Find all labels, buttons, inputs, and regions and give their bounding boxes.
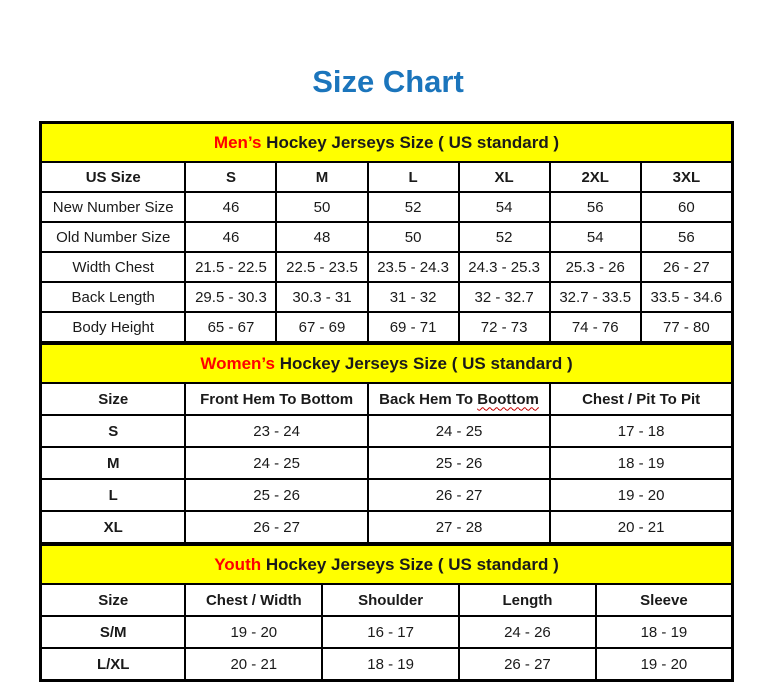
row-label: New Number Size <box>41 192 185 222</box>
table-row <box>41 282 732 312</box>
row-label: Old Number Size <box>41 222 185 252</box>
womens-size-table <box>40 343 733 544</box>
mens-band-rest: Hockey Jerseys Size ( US standard ) <box>261 132 560 152</box>
table-row <box>41 479 732 511</box>
column-header: XL <box>459 162 550 192</box>
cell-value: 24.3 - 25.3 <box>459 252 550 282</box>
youth-size-table <box>40 544 733 681</box>
row-label: S/M <box>41 616 185 648</box>
column-header: Chest / Pit To Pit <box>550 383 732 415</box>
column-header: 2XL <box>550 162 641 192</box>
row-label: S <box>41 415 185 447</box>
cell-value: 26 - 27 <box>368 479 550 511</box>
youth-highlight: Youth <box>214 554 262 574</box>
cell-value: 20 - 21 <box>185 648 322 680</box>
table-row <box>41 511 732 543</box>
cell-value: 32.7 - 33.5 <box>550 282 641 312</box>
cell-value: 65 - 67 <box>185 312 276 342</box>
table-row <box>41 222 732 252</box>
womens-section-title <box>41 344 732 383</box>
misspelled-word-spellcheck: Boottom <box>477 390 539 408</box>
cell-value: 56 <box>641 222 732 252</box>
cell-value: 21.5 - 22.5 <box>185 252 276 282</box>
table-row <box>41 447 732 479</box>
row-label: XL <box>41 511 185 543</box>
cell-value: 24 - 25 <box>368 415 550 447</box>
cell-value: 74 - 76 <box>550 312 641 342</box>
cell-value: 26 - 27 <box>185 511 367 543</box>
cell-value: 18 - 19 <box>596 616 732 648</box>
cell-value: 17 - 18 <box>550 415 732 447</box>
column-header: US Size <box>41 162 185 192</box>
cell-value: 25.3 - 26 <box>550 252 641 282</box>
cell-value: 18 - 19 <box>550 447 732 479</box>
cell-value: 26 - 27 <box>641 252 732 282</box>
cell-value: 19 - 20 <box>550 479 732 511</box>
cell-value: 46 <box>185 192 276 222</box>
row-label: Back Length <box>41 282 185 312</box>
cell-value: 52 <box>368 192 459 222</box>
cell-value: 32 - 32.7 <box>459 282 550 312</box>
column-header: S <box>185 162 276 192</box>
cell-value: 26 - 27 <box>459 648 596 680</box>
cell-value: 29.5 - 30.3 <box>185 282 276 312</box>
column-header: Shoulder <box>322 584 459 616</box>
cell-value: 56 <box>550 192 641 222</box>
cell-value: 50 <box>276 192 367 222</box>
cell-value: 25 - 26 <box>185 479 367 511</box>
cell-value: 27 - 28 <box>368 511 550 543</box>
column-header: Size <box>41 383 185 415</box>
column-header: L <box>368 162 459 192</box>
mens-header-row <box>41 162 732 192</box>
cell-value: 22.5 - 23.5 <box>276 252 367 282</box>
mens-section-title <box>41 123 732 162</box>
cell-value: 19 - 20 <box>596 648 732 680</box>
cell-value: 69 - 71 <box>368 312 459 342</box>
cell-value: 25 - 26 <box>368 447 550 479</box>
table-row <box>41 312 732 342</box>
youth-section-title <box>41 545 732 584</box>
table-row <box>41 648 732 680</box>
column-header: 3XL <box>641 162 732 192</box>
cell-value: 77 - 80 <box>641 312 732 342</box>
column-header-text: Back Hem To <box>379 390 478 408</box>
cell-value: 31 - 32 <box>368 282 459 312</box>
mens-size-table <box>40 122 733 343</box>
row-label: Width Chest <box>41 252 185 282</box>
row-label: M <box>41 447 185 479</box>
column-header: Front Hem To Bottom <box>185 383 367 415</box>
cell-value: 50 <box>368 222 459 252</box>
cell-value: 30.3 - 31 <box>276 282 367 312</box>
cell-value: 23 - 24 <box>185 415 367 447</box>
column-header: Sleeve <box>596 584 732 616</box>
womens-header-row <box>41 383 732 415</box>
cell-value: 52 <box>459 222 550 252</box>
cell-value: 19 - 20 <box>185 616 322 648</box>
column-header: M <box>276 162 367 192</box>
row-label: L <box>41 479 185 511</box>
cell-value: 67 - 69 <box>276 312 367 342</box>
cell-value: 54 <box>459 192 550 222</box>
cell-value: 16 - 17 <box>322 616 459 648</box>
cell-value: 72 - 73 <box>459 312 550 342</box>
cell-value: 60 <box>641 192 732 222</box>
cell-value: 48 <box>276 222 367 252</box>
column-header <box>368 383 550 415</box>
row-label: L/XL <box>41 648 185 680</box>
table-row <box>41 192 732 222</box>
womens-highlight: Women’s <box>200 353 275 373</box>
womens-section-band <box>41 344 732 383</box>
cell-value: 20 - 21 <box>550 511 732 543</box>
table-row <box>41 616 732 648</box>
cell-value: 33.5 - 34.6 <box>641 282 732 312</box>
cell-value: 23.5 - 24.3 <box>368 252 459 282</box>
cell-value: 24 - 25 <box>185 447 367 479</box>
page-title: Size Chart <box>312 64 464 99</box>
size-chart-table <box>39 121 734 682</box>
mens-highlight: Men’s <box>213 132 262 152</box>
mens-section-band <box>41 123 732 162</box>
youth-section-band <box>41 545 732 584</box>
cell-value: 54 <box>550 222 641 252</box>
column-header: Length <box>459 584 596 616</box>
youth-header-row <box>41 584 732 616</box>
cell-value: 24 - 26 <box>459 616 596 648</box>
womens-band-rest: Hockey Jerseys Size ( US standard ) <box>274 353 573 373</box>
column-header: Size <box>41 584 185 616</box>
cell-value: 18 - 19 <box>322 648 459 680</box>
cell-value: 46 <box>185 222 276 252</box>
row-label: Body Height <box>41 312 185 342</box>
column-header: Chest / Width <box>185 584 322 616</box>
table-row <box>41 415 732 447</box>
table-row <box>41 252 732 282</box>
youth-band-rest: Hockey Jerseys Size ( US standard ) <box>261 554 559 574</box>
